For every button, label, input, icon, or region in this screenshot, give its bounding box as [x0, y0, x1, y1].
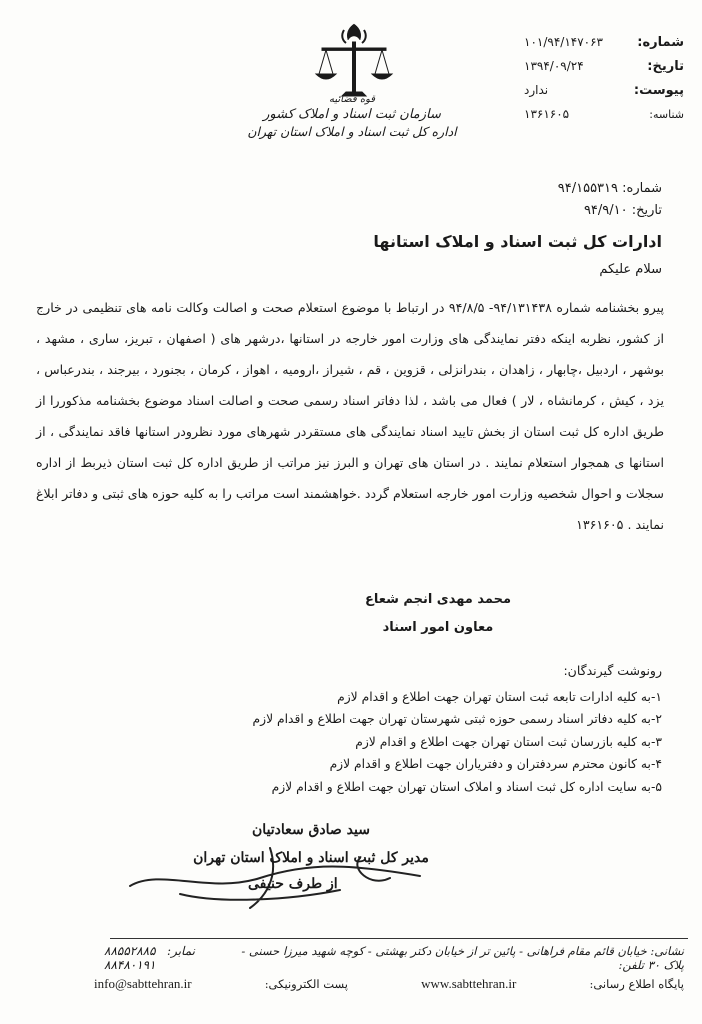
footer-divider — [110, 938, 688, 939]
meta-attachment-row — [524, 78, 684, 102]
cc-item: ۱-به کلیه ادارات تابعه ثبت استان تهران جهت اطلاع و اقدام لازم — [337, 689, 662, 704]
footer-email-link[interactable]: info@sabttehran.ir — [94, 976, 192, 991]
director-signature — [156, 822, 466, 892]
meta-id-row — [524, 102, 684, 126]
letter-heading: ادارات کل ثبت اسناد و املاک استانها — [373, 232, 662, 251]
cc-item: ۵-به سایت اداره کل ثبت اسناد و املاک استان تهران جهت اطلاع و اقدام لازم — [271, 779, 662, 794]
meta-attachment-value: ندارد — [524, 83, 549, 97]
director-name: سید صادق سعادتیان — [252, 822, 370, 838]
meta-attachment-label: پیوست: — [633, 82, 684, 98]
meta-number-row — [524, 30, 684, 54]
deputy-signature — [338, 586, 538, 642]
footer-fax-label: نمابر: — [167, 944, 195, 958]
deputy-name: محمد مهدی انجم شعاع — [364, 592, 512, 607]
meta-date-value: ۱۳۹۴/۰۹/۲۴ — [524, 59, 584, 73]
letter-meta — [524, 30, 684, 126]
deputy-title: معاون امور اسناد — [382, 620, 494, 635]
org-national: سازمان ثبت اسناد و املاک کشور — [263, 107, 441, 122]
cc-item: ۴-به کانون محترم سردفتران و دفتریاران جهت اطلاع و اقدام لازم — [329, 757, 662, 771]
footer-website-link[interactable]: www.sabttehran.ir — [421, 976, 517, 991]
meta-date-label: تاریخ: — [647, 58, 684, 74]
letter-greeting: سلام علیکم — [599, 262, 662, 277]
org-judiciary: قوه قضائیه — [328, 94, 376, 105]
reference-date: تاریخ: ۹۴/۹/۱۰ — [583, 203, 662, 218]
cc-title: رونوشت گیرندگان: — [563, 663, 662, 678]
reference-number: شماره: ۹۴/۱۵۵۳۱۹ — [557, 181, 662, 196]
director-title: مدیر کل ثبت اسناد و املاک استان تهران — [193, 850, 429, 866]
footer-fax: ۸۸۵۵۲۸۸۵ — [104, 944, 156, 958]
letter-body: پیرو بخشنامه شماره ۹۴/۱۳۱۴۳۸- ۹۴/۸/۵ در ارتباط با موضوع استعلام صحت و اصالت وکالت نامه های تنظیمی در خارج از کشور، نظربه اینکه دفتر نمایندگی های وزارت امور خارجه در استانها ،درشهر های ( اصفهان ، تبریز، ساری ، مشهد ، بوشهر ، اردبیل ،چابهار ، زاهدان ، بندرانزلی ، قزوین ، قم ، شیراز ،ارومیه ، اهواز ، کرمان ، بجنورد ، بیرجند ، بندرعباس ، یزد ، کیش ، کرمانشاه ، لار ) فعال می باشد ، لذا دفاتر اسناد رسمی صحت و اصالت اسناد موضوع بخشنامه مذکوررا از طریق اداره کل ثبت استان از بخش تایید اسناد نمایندگی های مستقردر شهرهای مورد نظرودر استانها فاقد نمایندگی ، از استانها ی همجوار استعلام نمایند . در استان های تهران و البرز نیز مراتب از طریق اداره کل ثبت استان ذیربط از اداره سجلات و احوال شخصیه وزارت امور خارجه استعلام گردد .خواهشمند است مراتب را به کلیه حوزه های ثبتی و دفاتر ابلاغ نمایند . ۱۳۶۱۶۰۵ — [36, 300, 664, 532]
footer-web-row — [94, 976, 684, 992]
footer-address: نشانی: خیابان قائم مقام فراهانی - پائین تر از خیابان دکتر بهشتی - کوچه شهید میرزا حسنی - پلاک ۳۰ تلفن: — [241, 944, 684, 972]
meta-date-row — [524, 54, 684, 78]
organization-block — [236, 94, 468, 139]
footer-portal-label: پایگاه اطلاع رسانی: — [589, 977, 684, 991]
footer-phone: ۸۸۴۸۰۱۹۱ — [104, 958, 156, 972]
meta-number-value: ۱۰۱/۹۴/۱۴۷۰۶۳ — [524, 35, 603, 49]
cc-list — [102, 660, 662, 798]
meta-id-label: شناسه: — [649, 107, 684, 121]
meta-number-label: شماره: — [637, 34, 684, 50]
footer-address-row — [104, 944, 684, 972]
footer-contacts — [104, 944, 233, 972]
cc-item: ۲-به کلیه دفاتر اسناد رسمی حوزه ثبتی شهرستان تهران جهت اطلاع و اقدام لازم — [252, 712, 662, 726]
meta-id-value: ۱۳۶۱۶۰۵ — [524, 107, 570, 121]
reference-block — [558, 178, 662, 222]
cc-item: ۳-به کلیه بازرسان ثبت استان تهران جهت اطلاع و اقدام لازم — [355, 734, 662, 749]
on-behalf-of: از طرف حنیفی — [248, 876, 338, 892]
footer-email-label: پست الکترونیکی: — [264, 977, 348, 991]
org-provincial: اداره کل ثبت اسناد و املاک استان تهران — [247, 124, 457, 139]
